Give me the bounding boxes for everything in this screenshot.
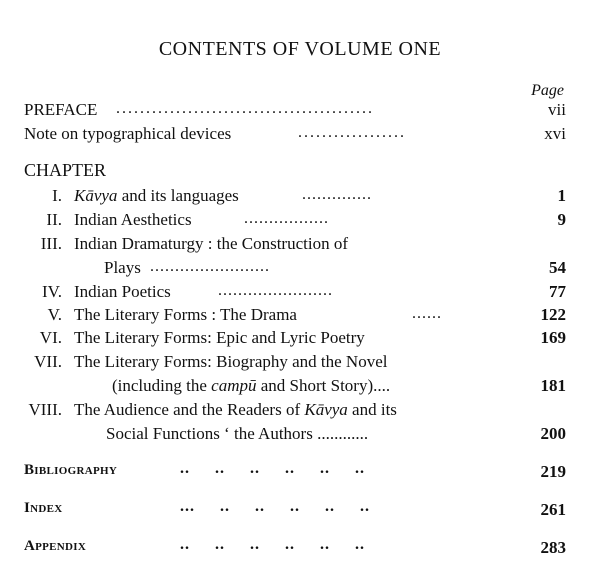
note-leader-dots: .................. <box>298 124 406 141</box>
index-label: Index <box>24 500 63 516</box>
preface-leader-dots: ........................................... <box>116 100 374 117</box>
chapter-title: The Literary Forms : The Drama <box>74 305 297 324</box>
chapter-title-post: and its <box>347 400 397 419</box>
chapter-title-rest: and its languages <box>117 186 239 205</box>
chapter-page-number: 77 <box>549 282 566 301</box>
preface-label: PREFACE <box>24 100 98 119</box>
chapter-number: III. <box>40 234 62 253</box>
chapter-leader-dots: ................. <box>244 210 329 227</box>
bibliography-page-number: 219 <box>540 462 566 481</box>
appendix-label: Appendix <box>24 538 87 554</box>
chapter-number: VIII. <box>28 400 62 419</box>
chapter-title-pre: (including the <box>112 376 212 395</box>
chapter-title-post: and Short Story).... <box>256 376 391 395</box>
chapter-title: Indian Aesthetics <box>74 210 192 229</box>
chapter-number: I. <box>52 186 62 205</box>
chapter-number: VII. <box>34 352 62 371</box>
chapter-title-continued: Social Functions ‘ the Authors ............ <box>106 424 369 443</box>
chapter-title: The Literary Forms: Epic and Lyric Poetry <box>74 328 365 347</box>
chapter-title-italic: campū <box>211 376 257 395</box>
page-column-label: Page <box>531 82 564 99</box>
chapter-leader-dots: ....................... <box>218 282 333 299</box>
chapter-number: VI. <box>39 328 62 347</box>
chapter-number: IV. <box>42 282 62 301</box>
chapter-title-pre: The Audience and the Readers of <box>74 400 305 419</box>
chapter-title-italic: Kāvya <box>304 400 348 419</box>
chapter-page-number: 9 <box>557 210 566 229</box>
note-label: Note on typographical devices <box>24 124 232 143</box>
chapter-title-continued <box>112 376 390 396</box>
note-page-number: xvi <box>544 124 566 143</box>
chapter-page-number: 54 <box>549 258 566 277</box>
chapter-leader-dots: .............. <box>302 186 372 203</box>
chapter-title <box>74 186 239 206</box>
chapter-number: II. <box>46 210 62 229</box>
chapter-title: Indian Poetics <box>74 282 171 301</box>
chapter-page-number: 181 <box>540 376 566 395</box>
chapter-title: Indian Dramaturgy : the Construction of <box>74 234 348 253</box>
appendix-leader-dots: .. .. .. .. .. .. <box>180 536 365 553</box>
chapter-title <box>74 400 397 420</box>
bibliography-label: Bibliography <box>24 462 118 478</box>
appendix-page-number: 283 <box>540 538 566 557</box>
chapter-title-italic: Kāvya <box>74 186 118 205</box>
chapter-title-continued: Plays <box>104 258 141 277</box>
chapter-title: The Literary Forms: Biography and the Novel <box>74 352 388 371</box>
chapter-page-number: 122 <box>540 305 566 324</box>
preface-page-number: vii <box>548 100 566 119</box>
page-title: CONTENTS OF VOLUME ONE <box>158 38 442 60</box>
chapter-number: V. <box>47 305 62 324</box>
chapter-page-number: 200 <box>540 424 566 443</box>
chapter-heading: CHAPTER <box>24 160 107 180</box>
bibliography-leader-dots: .. .. .. .. .. .. <box>180 460 365 477</box>
chapter-leader-dots: ........................ <box>150 258 270 275</box>
index-page-number: 261 <box>540 500 566 519</box>
chapter-page-number: 1 <box>557 186 566 205</box>
index-leader-dots: ... .. .. .. .. .. <box>180 498 370 515</box>
chapter-page-number: 169 <box>540 328 566 347</box>
chapter-leader-dots: ...... <box>412 305 442 322</box>
